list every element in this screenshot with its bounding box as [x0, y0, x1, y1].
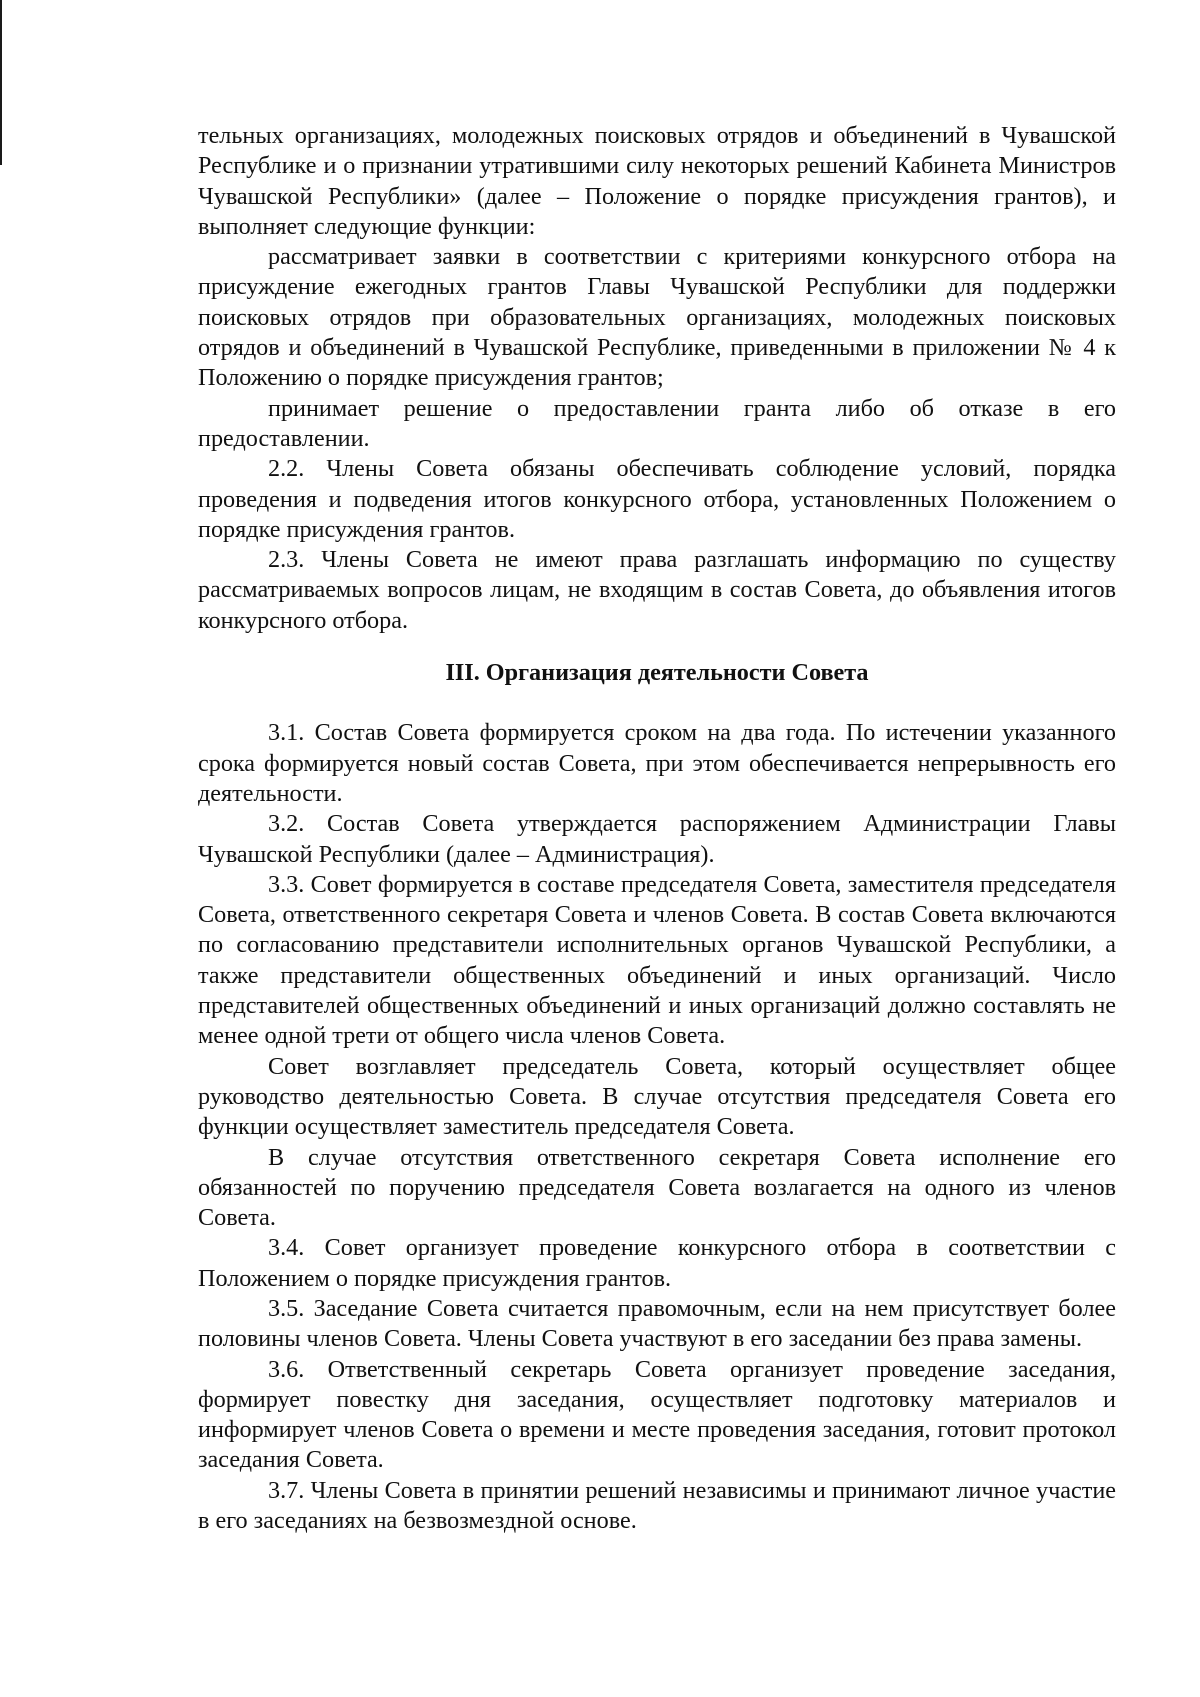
paragraph-3-4: 3.4. Совет организует проведение конкурсного отбора в соответствии с Положением о порядке присуждения грантов.	[198, 1234, 1116, 1292]
scan-edge-mark	[0, 0, 2, 165]
paragraph-3-1: 3.1. Состав Совета формируется сроком на два года. По истечении указанного срока формируется новый состав Совета, при этом обеспечивается непрерывность его деятельности.	[198, 719, 1116, 807]
paragraph-3-7: 3.7. Члены Совета в принятии решений независимы и принимают личное участие в его заседаниях на безвозмездной основе.	[198, 1476, 1116, 1535]
section-heading: III. Организация деятельности Совета	[445, 659, 869, 687]
document-body	[198, 121, 1116, 1536]
paragraph-3-5: 3.5. Заседание Совета считается правомочным, если на нем присутствует более половины членов Совета. Члены Совета участвуют в его заседании без права замены.	[198, 1294, 1116, 1353]
paragraph-function-review: рассматривает заявки в соответствии с критериями конкурсного отбора на присуждение ежегодных грантов Главы Чувашской Республики для поддержки поисковых отрядов при образовательных организациях, молодежных поисковых отрядов и объединений в Чувашской Республике, приведенными в приложении № 4 к Положению о порядке присуждения грантов;	[198, 243, 1116, 392]
paragraph-3-2: 3.2. Состав Совета утверждается распоряжением Администрации Главы Чувашской Республики (далее – Администрация).	[198, 810, 1116, 868]
paragraph-3-3: 3.3. Совет формируется в составе председателя Совета, заместителя председателя Совета, ответственного секретаря Совета и членов Совета. В состав Совета включаются по согласованию представители исполнительных органов Чувашской Республики, а также представители общественных объединений и иных организаций. Число представителей общественных объединений и иных организаций должно составлять не менее одной трети от общего числа членов Совета.	[198, 870, 1116, 1050]
paragraph-2-3: 2.3. Члены Совета не имеют права разглашать информацию по существу рассматриваемых вопросов лицам, не входящим в состав Совета, до объявления итогов конкурсного отбора.	[198, 546, 1116, 634]
paragraph-3-3-secretary: В случае отсутствия ответственного секретаря Совета исполнение его обязанностей по поручению председателя Совета возлагается на одного из членов Совета.	[198, 1143, 1116, 1232]
paragraph-2-2: 2.2. Члены Совета обязаны обеспечивать соблюдение условий, порядка проведения и подведения итогов конкурсного отбора, установленных Положением о порядке присуждения грантов.	[198, 455, 1116, 543]
paragraph-3-3-chair: Совет возглавляет председатель Совета, который осуществляет общее руководство деятельностью Совета. В случае отсутствия председателя Совета его функции осуществляет заместитель председателя Совета.	[198, 1052, 1116, 1141]
paragraph-continuation: тельных организациях, молодежных поисковых отрядов и объединений в Чувашской Республике и о признании утратившими силу некоторых решений Кабинета Министров Чувашской Республики» (далее – Положение о порядке присуждения грантов), и выполняет следующие функции:	[198, 122, 1116, 240]
paragraph-function-decision: принимает решение о предоставлении гранта либо об отказе в его предоставлении.	[198, 394, 1116, 452]
paragraph-3-6: 3.6. Ответственный секретарь Совета организует проведение заседания, формирует повестку дня заседания, осуществляет подготовку материалов и информирует членов Совета о времени и месте проведения заседания, готовит протокол заседания Совета.	[198, 1355, 1116, 1474]
